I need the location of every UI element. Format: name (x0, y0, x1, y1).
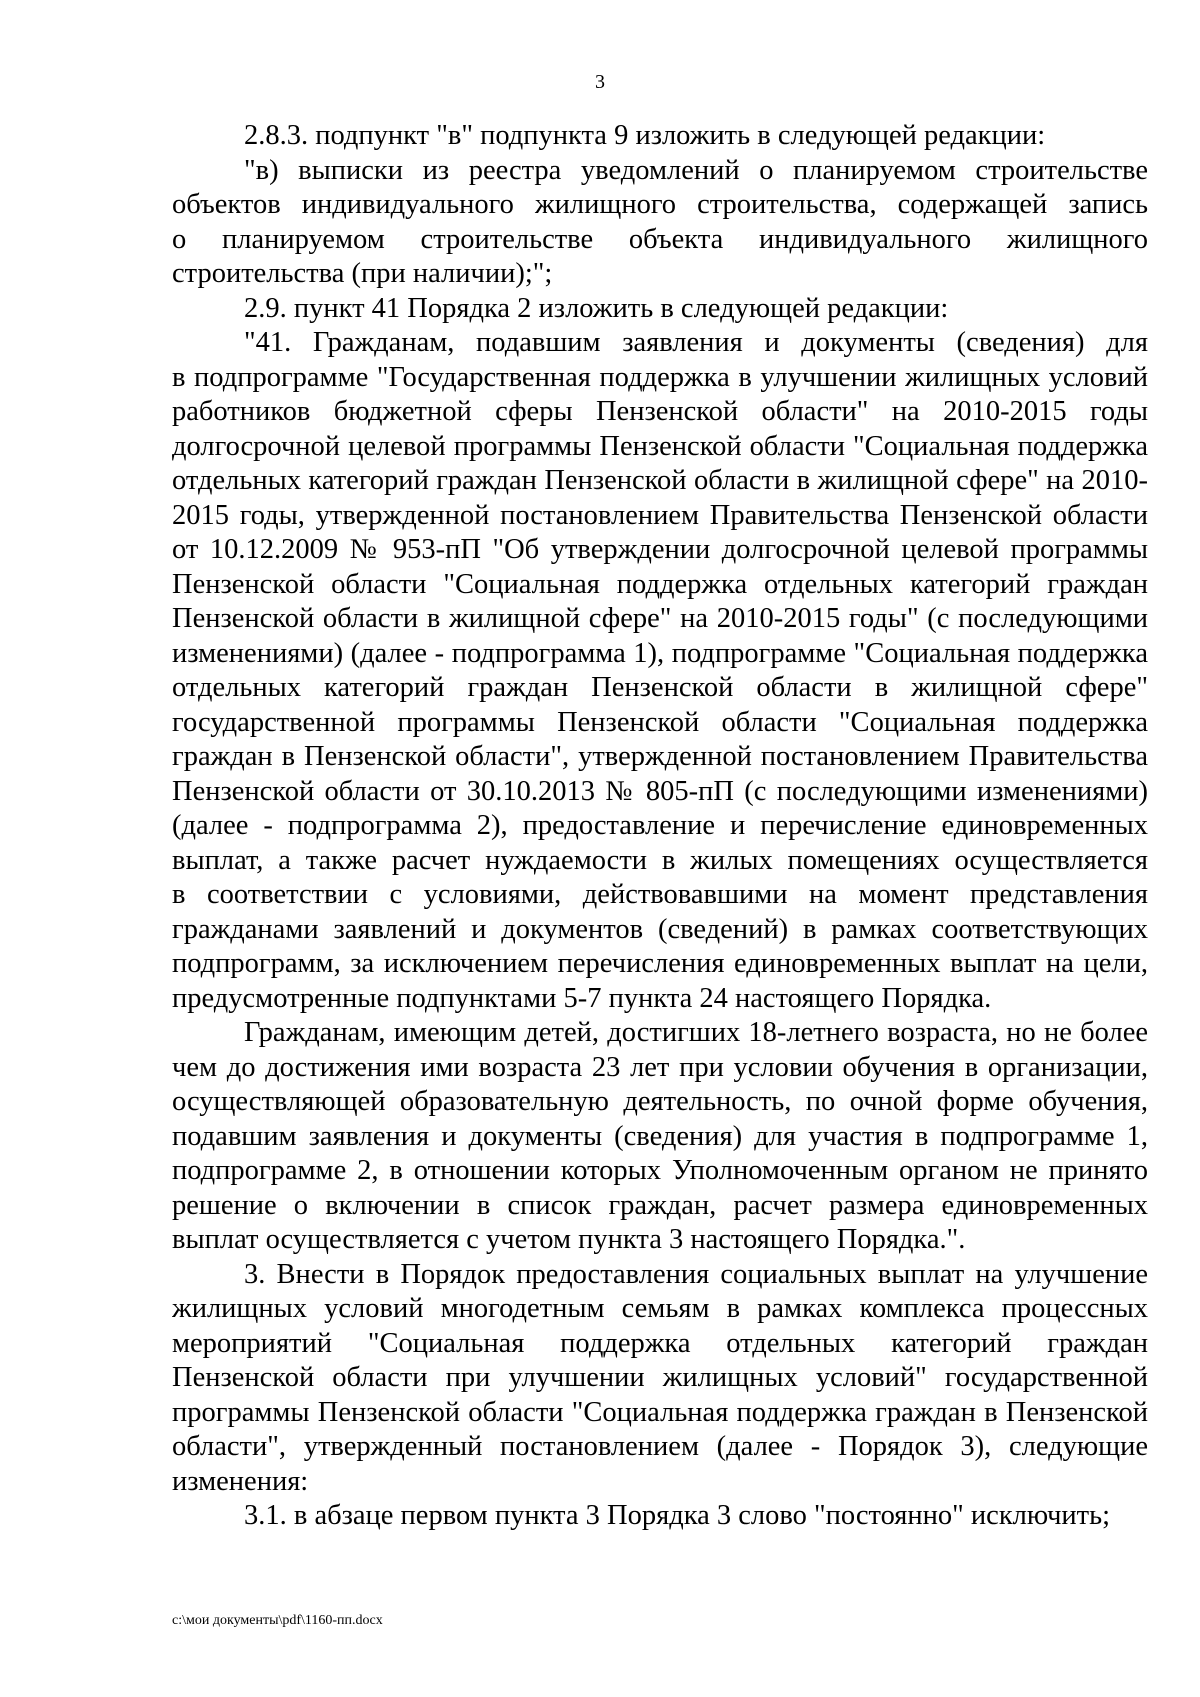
text-line: "в) выписки из реестра уведомлений о планируемом строительстве (244, 154, 1148, 186)
text-line: подавшим заявления и документы (сведения) для участия в подпрограмме 1, (172, 1120, 1148, 1152)
text-line: Пензенской области от 30.10.2013 № 805-пП (с последующими изменениями) (172, 775, 1148, 807)
text-line: области", утвержденный постановлением (далее - Порядок 3), следующие (172, 1431, 1148, 1462)
para-41 (172, 326, 1148, 1016)
text-line: подпрограмме 2, в отношении которых Уполномоченным органом не принято (172, 1155, 1148, 1186)
text-line: 2.8.3. подпункт "в" подпункта 9 изложить в следующей редакции: (244, 120, 1046, 151)
text-line: 3. Внести в Порядок предоставления социальных выплат на улучшение (244, 1258, 1148, 1290)
text-line: строительства (при наличии);"; (172, 258, 553, 289)
text-line: в подпрограмме "Государственная поддержка в улучшении жилищных условий (172, 361, 1148, 393)
text-line: изменения: (172, 1465, 309, 1497)
text-line: 2015 годы, утвержденной постановлением Правительства Пензенской области (172, 499, 1148, 531)
text-line: мероприятий "Социальная поддержка отдельных категорий граждан (172, 1327, 1148, 1359)
text-line: о планируемом строительстве объекта индивидуального жилищного (172, 223, 1148, 255)
text-line: "41. Гражданам, подавшим заявления и документы (сведения) для (244, 327, 1148, 358)
text-line: Пензенской области в жилищной сфере" на 2010-2015 годы" (с последующими (172, 603, 1148, 634)
text-line: отдельных категорий граждан Пензенской области в жилищной сфере" на 2010- (172, 465, 1148, 496)
page-number: 3 (595, 71, 605, 93)
text-line: долгосрочной целевой программы Пензенской области "Социальная поддержка (172, 430, 1148, 462)
document-body (172, 119, 1148, 1534)
text-line: Пензенской области при улучшении жилищных условий" государственной (172, 1362, 1148, 1393)
footer-file-path: c:\мои документы\pdf\1160-пп.docx (172, 1613, 383, 1628)
text-line: в соответствии с условиями, действовавшими на момент представления (172, 879, 1148, 910)
text-line: осуществляющей образовательную деятельность, по очной форме обучения, (172, 1086, 1148, 1117)
para-3 (172, 1258, 1148, 1500)
text-line: Пензенской области "Социальная поддержка отдельных категорий граждан (172, 568, 1148, 600)
text-line: изменениями) (далее - подпрограмма 1), подпрограмме "Социальная поддержка (172, 637, 1148, 669)
text-line: Гражданам, имеющим детей, достигших 18-летнего возраста, но не более (244, 1017, 1148, 1048)
para-children (172, 1016, 1148, 1258)
text-line: отдельных категорий граждан Пензенской области в жилищной сфере" (172, 672, 1148, 703)
text-line: чем до достижения ими возраста 23 лет при условии обучения в организации, (172, 1051, 1148, 1083)
para-3-1 (172, 1499, 1148, 1534)
text-line: предусмотренные подпунктами 5-7 пункта 24 настоящего Порядка. (172, 982, 992, 1014)
text-line: выплат осуществляется с учетом пункта 3 настоящего Порядка.". (172, 1224, 966, 1255)
text-line: выплат, а также расчет нуждаемости в жилых помещениях осуществляется (172, 844, 1148, 876)
text-line: объектов индивидуального жилищного строительства, содержащей запись (172, 189, 1148, 220)
text-line: гражданами заявлений и документов (сведений) в рамках соответствующих (172, 913, 1148, 945)
para-2-8-3-text (172, 154, 1148, 292)
text-line: граждан в Пензенской области", утвержденной постановлением Правительства (172, 741, 1148, 772)
text-line: программы Пензенской области "Социальная поддержка граждан в Пензенской (172, 1396, 1148, 1428)
text-line: решение о включении в список граждан, расчет размера единовременных (172, 1189, 1148, 1221)
text-line: жилищных условий многодетным семьям в рамках комплекса процессных (172, 1293, 1148, 1324)
para-2-9 (172, 292, 1148, 327)
para-2-8-3 (172, 119, 1148, 154)
text-line: 2.9. пункт 41 Порядка 2 изложить в следующей редакции: (244, 292, 949, 324)
text-line: от 10.12.2009 № 953-пП "Об утверждении долгосрочной целевой программы (172, 534, 1148, 565)
text-line: 3.1. в абзаце первом пункта 3 Порядка 3 слово "постоянно" исключить; (244, 1500, 1111, 1531)
text-line: работников бюджетной сферы Пензенской области" на 2010-2015 годы (172, 396, 1148, 427)
text-line: государственной программы Пензенской области "Социальная поддержка (172, 706, 1148, 738)
text-line: подпрограмм, за исключением перечисления единовременных выплат на цели, (172, 948, 1148, 979)
text-line: (далее - подпрограмма 2), предоставление и перечисление единовременных (172, 810, 1148, 841)
